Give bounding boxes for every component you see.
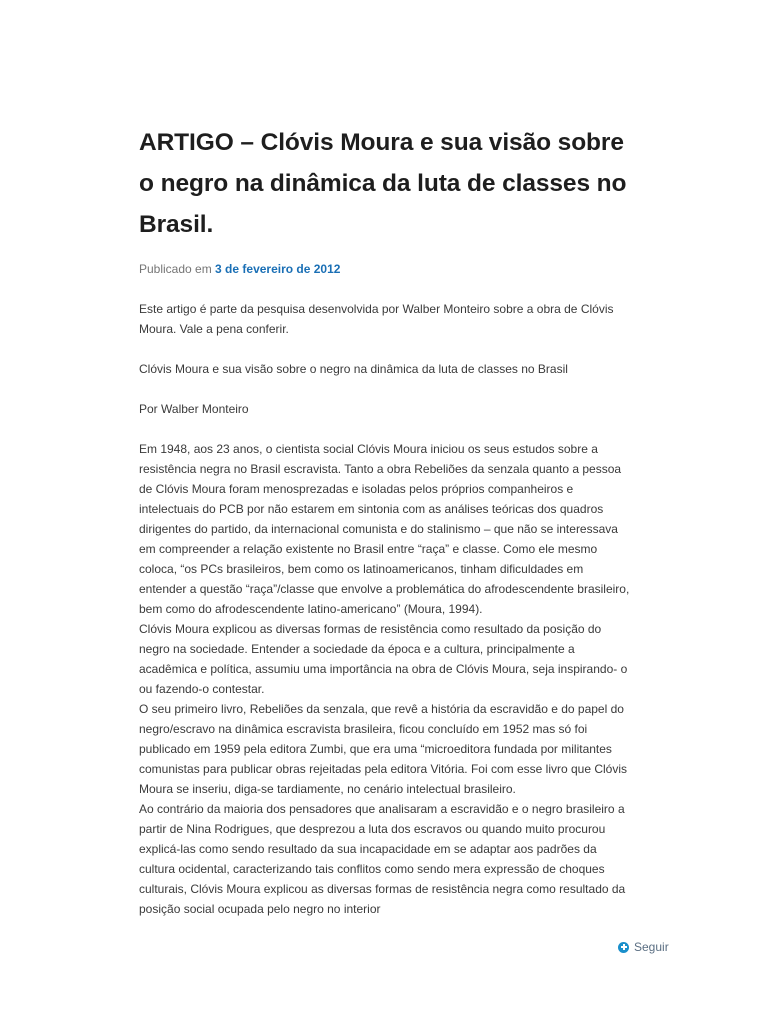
body-paragraph: Clóvis Moura explicou as diversas formas de resistência como resultado da posição do negro na sociedade. Entender a sociedade da época e a cultura, principalmente a acadêmica e política, assumiu uma importância na obra de Clóvis Moura, seja inspirando- o ou fazendo-o contestar.	[139, 622, 628, 696]
follow-label: Seguir	[634, 940, 669, 954]
follow-button[interactable]	[618, 938, 669, 956]
article-title: ARTIGO – Clóvis Moura e sua visão sobre o negro na dinâmica da luta de classes no Brasil.	[139, 129, 627, 238]
post-date-link[interactable]: 3 de fevereiro de 2012	[215, 262, 341, 276]
article	[139, 122, 631, 919]
published-label: Publicado em	[139, 262, 216, 276]
intro-paragraph: Este artigo é parte da pesquisa desenvolvida por Walber Monteiro sobre a obra de Clóvis Moura. Vale a pena conferir.	[139, 302, 614, 336]
body-paragraph: Ao contrário da maioria dos pensadores que analisaram a escravidão e o negro brasileiro a partir de Nina Rodrigues, que desprezou a luta dos escravos ou quando muito procurou explicá-las como sendo resultado da sua incapacidade em se adaptar aos padrões da cultura ocidental, caracterizando tais conflitos como sendo mera expressão de choques culturais, Clóvis Moura explicou as diversas formas de resistência negra como resultado da posição social ocupada pelo negro no interior	[139, 802, 626, 916]
body-paragraph: O seu primeiro livro, Rebeliões da senzala, que revê a história da escravidão e do papel do negro/escravo na dinâmica escravista brasileira, ficou concluído em 1952 mas só foi publicado em 1959 pela editora Zumbi, que era uma “microeditora fundada por militantes comunistas para publicar obras rejeitadas pela editora Vitória. Foi com esse livro que Clóvis Moura se inseriu, diga-se tardiamente, no cenário intelectual brasileiro.	[139, 702, 628, 796]
article-body	[139, 299, 631, 919]
body-paragraph: Em 1948, aos 23 anos, o cientista social Clóvis Moura iniciou os seus estudos sobre a resistência negra no Brasil escravista. Tanto a obra Rebeliões da senzala quanto a pessoa de Clóvis Moura foram menosprezadas e isoladas pelos próprios companheiros e intelectuais do PCB por não estarem em sintonia com as análises teóricas dos quadros dirigentes do partido, da internacional comunista e do stalinismo – que não se interessava em compreender a relação existente no Brasil entre “raça” e classe. Como ele mesmo coloca, “os PCs brasileiros, bem como os latinoamericanos, tinham dificuldades em entender a questão “raça”/classe que envolve a problemática do afrodescendente brasileiro, bem como do afrodescendente latino-americano” (Moura, 1994).	[139, 442, 630, 616]
author-paragraph: Por Walber Monteiro	[139, 402, 249, 416]
plus-circle-icon	[618, 942, 629, 953]
post-meta	[139, 260, 631, 278]
subtitle-paragraph: Clóvis Moura e sua visão sobre o negro na dinâmica da luta de classes no Brasil	[139, 362, 568, 376]
